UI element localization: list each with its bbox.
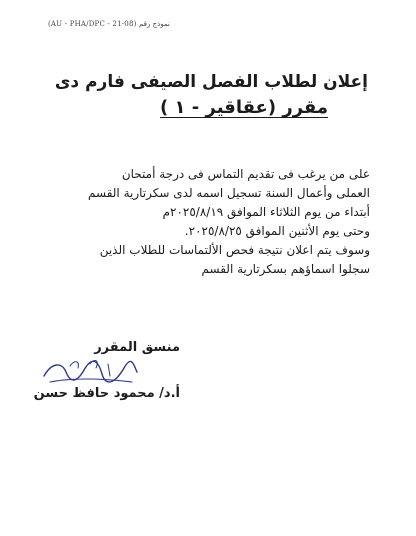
body-line: على من يرغب فى تقديم التماس فى درجة أمتحان bbox=[121, 167, 370, 181]
signatory-name: أ.د/ محمود حافظ حسن bbox=[33, 386, 180, 401]
body-line: وسوف يتم اعلان نتيجة فحص الألتماسات للطلاب الذين bbox=[99, 243, 370, 257]
form-code: (AU - PHA/DPC - 21-08) نموذج رقم bbox=[48, 20, 170, 28]
body-line: سجلوا اسماؤهم بسكرتارية القسم bbox=[201, 262, 370, 276]
signature-block bbox=[33, 340, 180, 410]
body-line: وحتى يوم الأثنين الموافق ٢٠٢٥/٨/٢٥. bbox=[184, 224, 370, 238]
body-line: العملى وأعمال السنة تسجيل اسمه لدى سكرتارية القسم bbox=[88, 186, 370, 200]
coordinator-title: منسق المقرر bbox=[94, 340, 180, 355]
announcement-title: إعلان لطلاب الفصل الصيفى فارم دى bbox=[54, 72, 368, 92]
body-line: أبتداء من يوم الثلاثاء الموافق ٢٠٢٥/٨/١٩م bbox=[162, 205, 370, 219]
announcement-body bbox=[30, 165, 370, 279]
course-title: مقرر (عقاقير - ١ ) bbox=[160, 97, 328, 118]
handwritten-signature bbox=[40, 356, 140, 388]
